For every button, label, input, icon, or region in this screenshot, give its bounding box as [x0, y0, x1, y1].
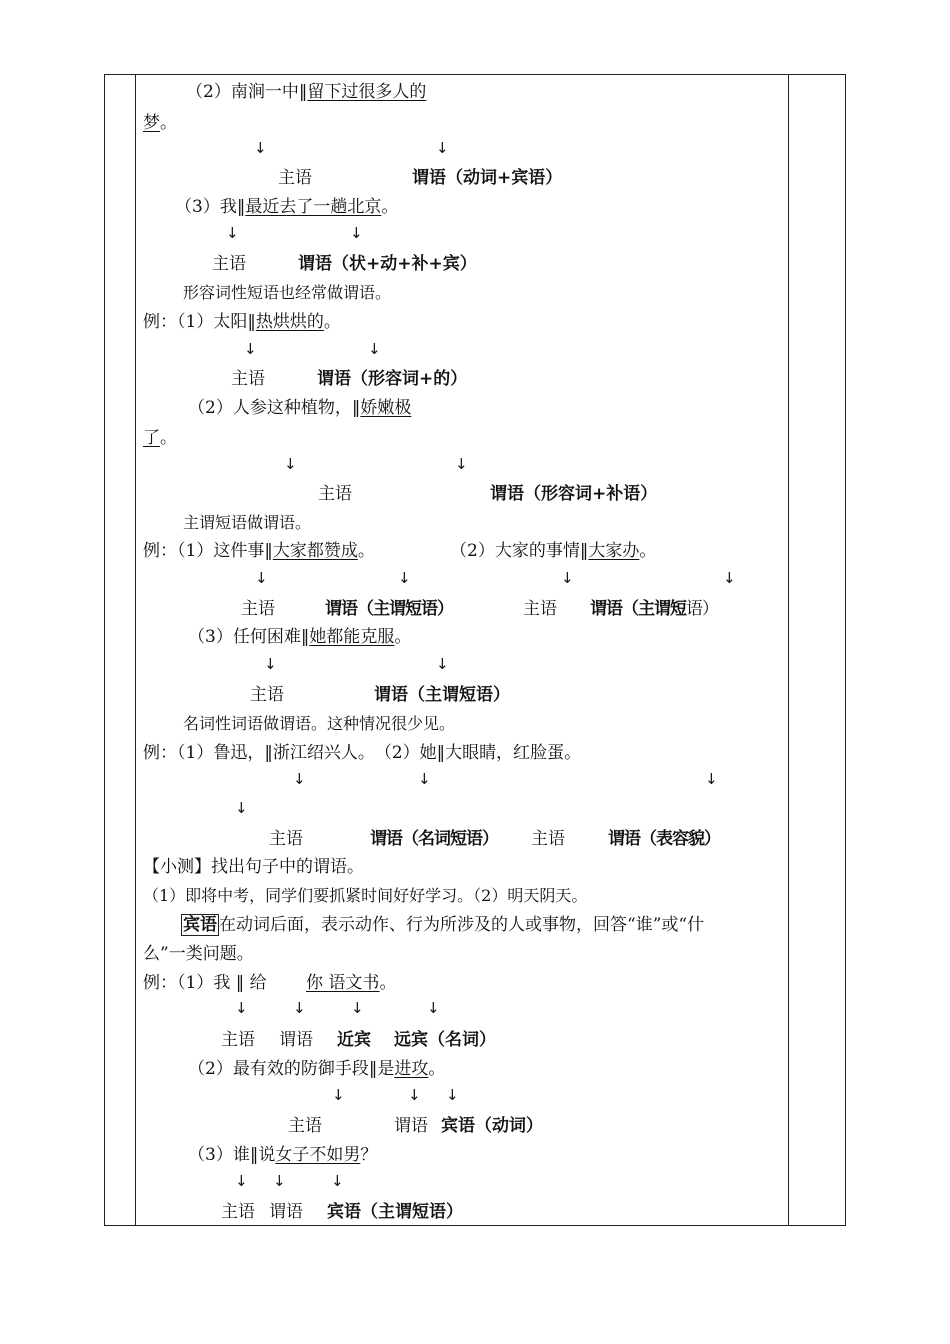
predicate-label: 谓语（形容词+补语）: [490, 484, 658, 504]
object-label: 宾语（动词）: [441, 1116, 543, 1136]
predicate-label: 谓语（主谓短语）: [590, 599, 718, 619]
quiz-items: （1）即将中考，同学们要抓紧时间好好学习。（2）明天阴天。: [143, 886, 588, 905]
table-frame: [104, 74, 846, 1226]
object-label: 宾语（主谓短语）: [327, 1202, 463, 1222]
subject-label: 主语: [241, 599, 275, 619]
down-arrow-icon: ↓: [446, 1086, 459, 1104]
example-line: （2）最有效的防御手段‖是进攻。: [188, 1059, 446, 1079]
object-definition: 么”一类问题。: [143, 944, 254, 964]
subject-label: 主语: [288, 1116, 322, 1136]
subject-label: 主语: [278, 168, 312, 188]
down-arrow-icon: ↓: [398, 569, 411, 587]
down-arrow-icon: ↓: [705, 770, 718, 788]
quiz-title: 【小测】找出句子中的谓语。: [143, 857, 364, 877]
down-arrow-icon: ↓: [293, 999, 306, 1017]
example-line: 例：（1）这件事‖大家都赞成。: [143, 541, 375, 561]
down-arrow-icon: ↓: [418, 770, 431, 788]
subject-label: 主语: [250, 685, 284, 705]
down-arrow-icon: ↓: [455, 455, 468, 473]
table-divider-right: [788, 74, 789, 1226]
table-divider-left: [135, 74, 136, 1226]
subject-label: 主语: [221, 1030, 255, 1050]
example-line: （3）谁‖说女子不如男？: [188, 1145, 378, 1165]
predicate-label: 谓语（主谓短语）: [325, 599, 453, 619]
down-arrow-icon: ↓: [235, 999, 248, 1017]
example-line: 梦。: [143, 113, 177, 133]
verb-label: 谓语: [394, 1116, 428, 1136]
example-line: 了。: [143, 428, 177, 448]
far-object-label: 远宾（名词）: [394, 1030, 496, 1050]
down-arrow-icon: ↓: [561, 569, 574, 587]
rule-text: 主谓短语做谓语。: [183, 513, 312, 532]
rule-text: 名词性词语做谓语。这种情况很少见。: [183, 714, 456, 733]
example-line: 例：（1）太阳‖热烘烘的。: [143, 312, 341, 332]
down-arrow-icon: ↓: [351, 999, 364, 1017]
example-line: （3）任何困难‖她都能克服。: [188, 627, 412, 647]
down-arrow-icon: ↓: [244, 340, 257, 358]
down-arrow-icon: ↓: [235, 799, 248, 817]
predicate-label: 谓语（状+动+补+宾）: [298, 254, 477, 274]
object-term: 宾语: [183, 915, 217, 935]
object-definition: 宾语 在动词后面，表示动作、行为所涉及的人或事物，回答“谁”或“什: [183, 915, 705, 935]
subject-label: 主语: [318, 484, 352, 504]
down-arrow-icon: ↓: [254, 139, 267, 157]
down-arrow-icon: ↓: [235, 1172, 248, 1190]
example-line: （2）人参这种植物，‖娇嫩极: [188, 398, 412, 418]
rule-text: 形容词性短语也经常做谓语。: [183, 283, 392, 302]
down-arrow-icon: ↓: [436, 139, 449, 157]
example-line: （2）大家的事情‖大家办。: [450, 541, 657, 561]
near-object-label: 近宾: [337, 1030, 371, 1050]
predicate-label: 谓语（表容貌）: [608, 829, 720, 849]
subject-label: 主语: [212, 254, 246, 274]
predicate-label: 谓语（动词+宾语）: [412, 168, 563, 188]
down-arrow-icon: ↓: [427, 999, 440, 1017]
down-arrow-icon: ↓: [436, 655, 449, 673]
subject-label: 主语: [231, 369, 265, 389]
down-arrow-icon: ↓: [332, 1086, 345, 1104]
subject-label: 主语: [531, 829, 565, 849]
subject-label: 主语: [269, 829, 303, 849]
down-arrow-icon: ↓: [293, 770, 306, 788]
predicate-label: 谓语（主谓短语）: [374, 685, 510, 705]
down-arrow-icon: ↓: [723, 569, 736, 587]
down-arrow-icon: ↓: [350, 224, 363, 242]
verb-label: 谓语: [279, 1030, 313, 1050]
subject-label: 主语: [523, 599, 557, 619]
verb-label: 谓语: [269, 1202, 303, 1222]
predicate-label: 谓语（形容词+的）: [317, 369, 468, 389]
down-arrow-icon: ↓: [273, 1172, 286, 1190]
down-arrow-icon: ↓: [226, 224, 239, 242]
subject-label: 主语: [221, 1202, 255, 1222]
down-arrow-icon: ↓: [284, 455, 297, 473]
down-arrow-icon: ↓: [408, 1086, 421, 1104]
down-arrow-icon: ↓: [368, 340, 381, 358]
down-arrow-icon: ↓: [264, 655, 277, 673]
down-arrow-icon: ↓: [255, 569, 268, 587]
down-arrow-icon: ↓: [331, 1172, 344, 1190]
example-line: （3）我‖最近去了一趟北京。: [175, 197, 399, 217]
example-line: 例：（1）鲁迅，‖浙江绍兴人。 （2）她‖大眼睛，红脸蛋。: [143, 743, 582, 763]
example-line: 例：（1）我 ‖ 给 你 语文书。: [143, 973, 397, 993]
predicate-label: 谓语（名词短语）: [370, 829, 498, 849]
example-line: （2）南涧一中‖留下过很多人的: [186, 82, 427, 102]
